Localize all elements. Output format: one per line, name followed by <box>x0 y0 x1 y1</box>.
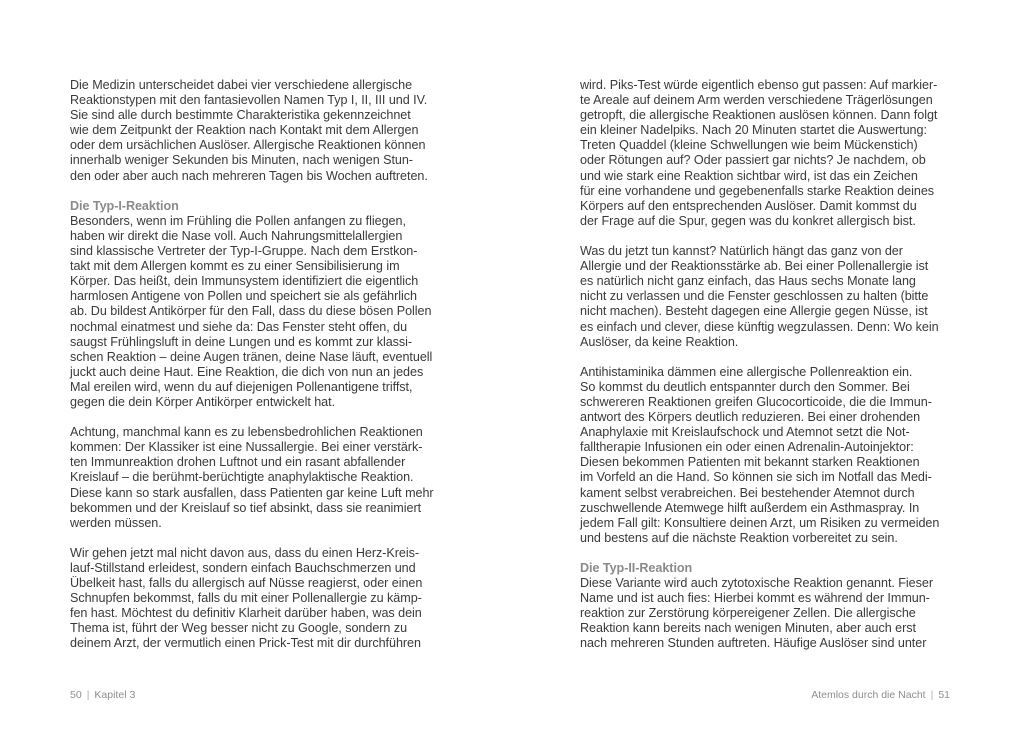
text-line: Antihistaminika dämmen eine allergische Pollenreaktion ein. <box>580 364 913 379</box>
text-line: haben wir direkt die Nase voll. Auch Nahrungsmittelallergien <box>70 228 403 243</box>
page-number: 51 <box>938 689 950 701</box>
text-line: saugst Frühlingsluft in deine Lungen und es kommt zur klassi- <box>70 334 413 349</box>
left-text-column <box>70 78 452 667</box>
book-title-label: Atemlos durch die Nacht <box>811 689 926 701</box>
text-line: es natürlich nicht ganz einfach, das Haus sechs Monate lang <box>580 274 916 289</box>
page-number: 50 <box>70 689 82 701</box>
text-line: ten Immunreaktion drohen Luftnot und ein rasant abfallender <box>70 455 406 470</box>
text-line: ab. Du bildest Antikörper für den Fall, dass du diese bösen Pollen <box>70 304 432 319</box>
text-line: Schnupfen bekommst, falls du mit einer Pollenallergie zu kämp- <box>70 591 422 606</box>
text-line: Sie sind alle durch bestimmte Charakteristika gekennzeichnet <box>70 108 411 123</box>
text-line: Besonders, wenn im Frühling die Pollen anfangen zu fliegen, <box>70 213 406 228</box>
text-line: schen Reaktion – deine Augen tränen, deine Nase läuft, eventuell <box>70 349 433 364</box>
text-line: Anaphylaxie mit Kreislaufschock und Atemnot setzt die Not- <box>580 425 910 440</box>
text-line: harmlosen Antigene von Pollen und speichert sie als gefährlich <box>70 289 417 304</box>
right-text-column <box>580 78 956 667</box>
text-line: Achtung, manchmal kann es zu lebensbedrohlichen Reaktionen <box>70 425 423 440</box>
text-line: für eine vorhandene und gegebenenfalls starke Reaktion deines <box>580 183 935 198</box>
text-line: Die Medizin unterscheidet dabei vier verschiedene allergische <box>70 78 413 92</box>
text-line: jedem Fall gilt: Konsultiere deinen Arzt, um Risiken zu vermeiden <box>580 515 940 530</box>
text-line: nicht machen). Besteht dagegen eine Allergie gegen Nüsse, ist <box>580 304 928 319</box>
text-line: fen hast. Möchtest du definitiv Klarheit darüber haben, was dein <box>70 606 422 621</box>
text-line: Körper. Das heißt, dein Immunsystem identifiziert die eigentlich <box>70 274 419 289</box>
text-line: nochmal einatmest und siehe da: Das Fenster steht offen, du <box>70 319 408 334</box>
section-heading: Die Typ-I-Reaktion <box>70 198 179 213</box>
text-line: Mal ereilen wird, wenn du auf diejenigen Pollenantigene triffst, <box>70 379 413 394</box>
section-heading: Die Typ-II-Reaktion <box>580 561 693 575</box>
text-line: Wir gehen jetzt mal nicht davon aus, dass du einen Herz-Kreis- <box>70 545 419 560</box>
chapter-label: Kapitel 3 <box>94 689 136 701</box>
text-line: getropft, die allergische Reaktionen auslösen können. Dann folgt <box>580 108 938 123</box>
text-line: antwort des Körpers deutlich reduzieren. Bei einer drohenden <box>580 410 921 425</box>
text-line: ein kleiner Nadelpiks. Nach 20 Minuten startet die Auswertung: <box>580 123 927 138</box>
text-line: Allergie und der Reaktionsstärke ab. Bei einer Pollenallergie ist <box>580 259 929 274</box>
paragraph <box>580 78 956 229</box>
text-line: Reaktion kann bereits nach wenigen Minuten, aber auch erst <box>580 621 916 636</box>
text-line: nach mehreren Stunden auftreten. Häufige Auslöser sind unter <box>580 636 927 651</box>
text-line: te Areale auf deinem Arm werden verschiedene Trägerlösungen <box>580 93 933 108</box>
text-line: Auslöser, da keine Reaktion. <box>580 334 739 349</box>
text-line: gegen die dein Körper Antikörper entwickelt hat. <box>70 394 336 409</box>
text-line: lauf-Stillstand erleidest, sondern einfach Bauchschmerzen und <box>70 561 416 575</box>
text-line: bekommen und der Kreislauf so tief absinkt, dass sie reanimiert <box>70 500 422 515</box>
footer-separator: | <box>930 689 934 701</box>
text-line: juckt auch deine Haut. Eine Reaktion, die dich von nun an jedes <box>70 364 424 379</box>
text-line: werden müssen. <box>70 515 162 530</box>
text-line: innerhalb weniger Sekunden bis Minuten, nach wenigen Stun- <box>70 153 413 168</box>
text-line: kommen: Der Klassiker ist eine Nussallergie. Bei einer verstärk- <box>70 440 423 455</box>
text-line: Übelkeit hast, falls du allergisch auf Nüsse reagierst, oder einen <box>70 576 423 591</box>
text-line: Was du jetzt tun kannst? Natürlich hängt das ganz von der <box>580 244 903 259</box>
text-line: nicht zu verlassen und die Fenster geschlossen zu halten (bitte <box>580 289 929 304</box>
text-line: sind klassische Vertreter der Typ-I-Gruppe. Nach dem Erstkon- <box>70 244 418 259</box>
paragraph <box>70 78 452 184</box>
text-line: kament selbst verabreichen. Bei bestehender Atemnot durch <box>580 485 915 500</box>
text-line: takt mit dem Allergen kommt es zu einer Sensibilisierung im <box>70 259 400 274</box>
paragraph <box>580 244 956 350</box>
text-line: oder dem ursächlichen Auslöser. Allergische Reaktionen können <box>70 138 426 153</box>
text-line: im Vorfeld an die Hand. So können sie sich im Notfall das Medi- <box>580 470 932 485</box>
text-line: Körpers auf den entsprechenden Auslöser. Damit kommst du <box>580 198 917 213</box>
text-line: wird. Piks-Test würde eigentlich ebenso gut passen: Auf markier- <box>580 78 938 92</box>
text-line: schwereren Reaktionen greifen Glucocorticoide, die die Immun- <box>580 394 932 409</box>
text-line: und wie stark eine Reaktion sichtbar wird, ist das ein Zeichen <box>580 168 918 183</box>
text-line: Kreislauf – die berühmt-berüchtigte anaphylaktische Reaktion. <box>70 470 414 485</box>
text-line: den oder aber auch nach mehreren Tagen bis Wochen auftreten. <box>70 168 428 183</box>
footer-separator: | <box>86 689 90 701</box>
text-line: So kommst du deutlich entspannter durch den Sommer. Bei <box>580 379 910 394</box>
text-line: der Frage auf die Spur, gegen was du konkret allergisch bist. <box>580 213 916 228</box>
paragraph <box>70 546 452 652</box>
text-line: Reaktionstypen mit den fantasievollen Namen Typ I, II, III und IV. <box>70 93 428 108</box>
text-line: Diesen bekommen Patienten mit bekannt starken Reaktionen <box>580 455 920 470</box>
right-page <box>510 0 1020 739</box>
paragraph <box>580 365 956 546</box>
text-line: deinem Arzt, der vermutlich einen Prick-Test mit dir durchführen <box>70 636 421 651</box>
text-line: Thema ist, führt der Weg besser nicht zu Google, sondern zu <box>70 621 408 636</box>
text-line: Treten Quaddel (kleine Schwellungen wie beim Mückenstich) <box>580 138 918 153</box>
paragraph <box>70 425 452 531</box>
text-line: falltherapie Infusionen ein oder einen Adrenalin-Autoinjektor: <box>580 440 914 455</box>
text-line: es einfach und clever, diese künftig wegzulassen. Denn: Wo kein <box>580 319 939 334</box>
text-line: Diese kann so stark ausfallen, dass Patienten gar keine Luft mehr <box>70 485 434 500</box>
right-footer <box>811 689 950 701</box>
text-line: und bestens auf die nächste Reaktion vorbereitet zu sein. <box>580 530 898 545</box>
text-line: Name und ist auch fies: Hierbei kommt es während der Immun- <box>580 591 930 606</box>
text-line: oder Rötungen auf? Oder passiert gar nichts? Je nachdem, ob <box>580 153 926 168</box>
paragraph <box>580 561 956 652</box>
text-line: wie dem Zeitpunkt der Reaktion nach Kontakt mit dem Allergen <box>70 123 419 138</box>
paragraph <box>70 199 452 410</box>
text-line: zuschwellende Atemwege hilft außerdem ein Asthmaspray. In <box>580 500 920 515</box>
text-line: reaktion zur Zerstörung körpereigener Zellen. Die allergische <box>580 606 916 621</box>
text-line: Diese Variante wird auch zytotoxische Reaktion genannt. Fieser <box>580 576 933 591</box>
left-footer <box>70 689 135 701</box>
